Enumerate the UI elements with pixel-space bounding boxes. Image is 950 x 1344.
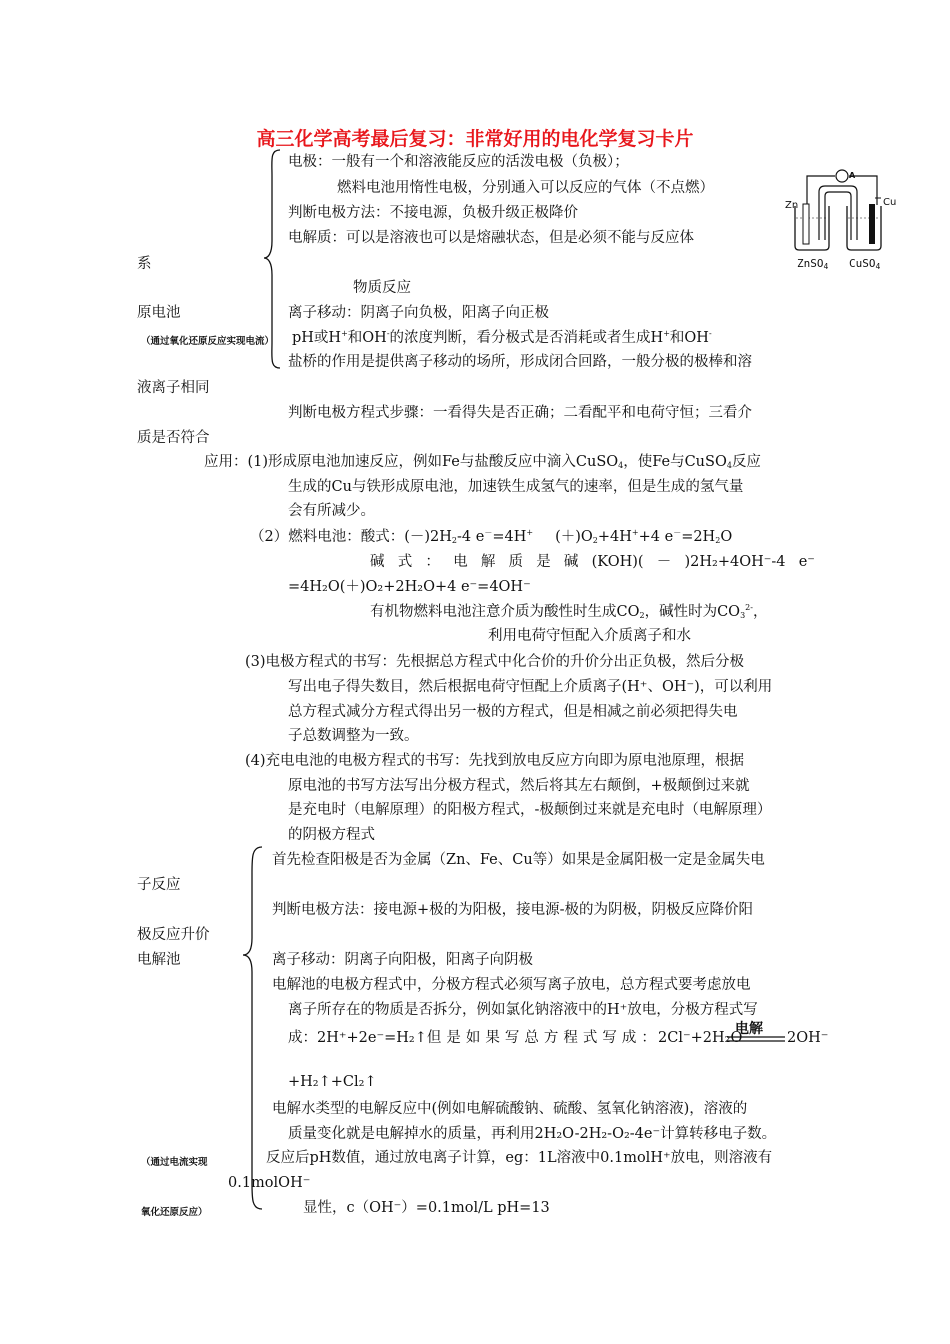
ammeter-label: A <box>849 171 856 180</box>
ion-move-line-2: 离子移动：阴离子向阳极，阳离子向阴极 <box>272 952 533 968</box>
fuel-cell-acid-line: （2）燃料电池：酸式：$(-)2H_2-4$ e－=4H+ $(+)O_2+4H^++4$ $e^-=2H_2O$ <box>250 528 733 545</box>
water-electrolysis-line2: 质量变化就是电解掉水的质量，再利用2H₂O-2H₂-O₂-4e⁻计算转移电子数。 <box>288 1126 777 1142</box>
app-3-line2: 写出电子得失数目，然后根据电荷守恒配上介质离子(H⁺、OH⁻)，可以利用 <box>288 679 773 695</box>
electrode-equation-line2: 离子所存在的物质是否拆分，例如氯化钠溶液中的H⁺放电，分极方程式写 <box>288 1002 758 1018</box>
water-electrolysis-line1: 电解水类型的电解反应中(例如电解硫酸钠、硫酸、氢氧化钠溶液)，溶液的 <box>272 1101 748 1117</box>
judge-electrode-line-2-cont: 极反应升价 <box>137 927 210 943</box>
electrode-equation-line3: 成： 2H⁺+2e⁻=H₂↑ 但是如果写总方程式写成： <box>288 1030 661 1046</box>
electrolysis-product-cont: +H₂↑+Cl₂↑ <box>288 1074 377 1090</box>
judge-electrode-line-2: 判断电极方法：接电源+极的为阳极，接电源-极的为阴极，阴极反应降价阳 <box>272 902 754 918</box>
ph-judge-line: pH或H+和OH-的浓度判断，看分极式是否消耗或者生成H+和OH- <box>292 329 712 346</box>
cuso4-label: CuSO$_4$ <box>849 257 881 271</box>
app-1-line: 应用：(1)形成原电池加速反应，例如Fe与盐酸反应中滴入CuSO$_4$，使Fe与CuSO$_4$反应 <box>204 454 761 470</box>
galvanic-cell-diagram <box>785 168 900 258</box>
equation-steps-line-cont: 质是否符合 <box>137 430 210 446</box>
app-4-line4: 的阴极方程式 <box>288 827 375 843</box>
ph-after-line: 反应后pH数值，通过放电离子计算，eg：1L溶液中0.1molH⁺放电，则溶液有 <box>266 1150 773 1166</box>
salt-bridge-line-cont: 液离子相同 <box>137 380 210 396</box>
electrode-equation-line1: 电解池的电极方程式中，分极方程式必须写离子放电，总方程式要考虑放电 <box>272 977 751 993</box>
equals-sign <box>727 1036 785 1044</box>
app-4-line3: 是充电时（电解原理）的阳极方程式，-极颠倒过来就是充电时（电解原理） <box>288 802 772 818</box>
electrode-line: 电极：一般有一个和溶液能反应的活泼电极（负极）； <box>288 154 629 170</box>
ion-move-line: 离子移动：阴离子向负极，阳离子向正极 <box>288 305 549 321</box>
fuel-cell-electrode-line: 燃料电池用惰性电极，分别通入可以反应的气体（不点燃） <box>337 180 714 196</box>
app-3-line4: 子总数调整为一致。 <box>288 728 419 744</box>
equation-steps-line: 判断电极方程式步骤：一看得失是否正确；二看配平和电荷守恒；三看介 <box>288 405 752 421</box>
app-4-line2: 原电池的书写方法写出分极方程式，然后将其左右颠倒，+极颠倒过来就 <box>288 778 750 794</box>
electrolytic-cell-note2: 氧化还原反应） <box>141 1207 208 1218</box>
electrolysis-equation: 2Cl⁻+2H₂O <box>658 1030 743 1046</box>
charge-conservation-line: 利用电荷守恒配入介质离子和水 <box>488 628 691 644</box>
electrolyte-line-cont2: 物质反应 <box>353 280 411 296</box>
app-4-line1: (4)充电电池的电极方程式的书写：先找到放电反应方向即为原电池原理，根据 <box>245 753 745 769</box>
anode-check-line: 首先检查阳极是否为金属（Zn、Fe、Cu等）如果是金属阳极一定是金属失电 <box>272 852 765 868</box>
ph-result-line: 显性，c（OH⁻）=0.1mol/L pH=13 <box>303 1200 550 1216</box>
electrolyte-line-cont: 系 <box>137 256 152 272</box>
electrolytic-cell-note1: （通过电流实现 <box>141 1157 208 1168</box>
ph-after-line-cont: 0.1molOH⁻ <box>228 1175 311 1191</box>
fuel-cell-alkali-line2: =4H₂O(＋)O₂+2H₂O+4 e⁻=4OH⁻ <box>288 579 531 595</box>
galvanic-cell-note: （通过氧化还原反应实现电流） <box>141 336 275 347</box>
app-1-line3: 会有所减少。 <box>288 503 375 519</box>
salt-bridge-line: 盐桥的作用是提供离子移动的场所，形成闭合回路，一般分极的极棒和溶 <box>288 354 752 370</box>
zn-label: Zn <box>785 200 799 211</box>
app-1-line2: 生成的Cu与铁形成原电池，加速铁生成氢气的速率，但是生成的氢气量 <box>288 479 744 495</box>
electrolysis-product: 2OH⁻ <box>787 1030 829 1046</box>
electrolytic-cell-label: 电解池 <box>137 952 181 968</box>
app-3-line1: (3)电极方程式的书写：先根据总方程式中化合价的升价分出正负极，然后分极 <box>245 654 745 670</box>
anode-check-line-cont: 子反应 <box>137 877 181 893</box>
znso4-label: ZnSO$_4$ <box>797 257 829 271</box>
page-title: 高三化学高考最后复习：非常好用的电化学复习卡片 <box>256 128 694 150</box>
cu-label: Cu <box>883 197 897 208</box>
fuel-cell-alkali-line: 碱 式 ： 电 解 质 是 碱 (KOH)( － )2H₂+4OH⁻-4 e⁻ <box>370 554 815 570</box>
judge-electrode-line: 判断电极方法：不接电源，负极升级正极降价 <box>288 205 578 221</box>
electrolyte-line: 电解质：可以是溶液也可以是熔融状态，但是必须不能与反应体 <box>288 230 694 246</box>
app-3-line3: 总方程式减分方程式得出另一极的方程式，但是相减之前必须把得失电 <box>288 704 738 720</box>
organic-fuel-cell-line: 有机物燃料电池注意介质为酸性时生成$CO_2$，碱性时为$CO_3^{2-}$， <box>370 603 768 620</box>
galvanic-cell-label: 原电池 <box>137 305 181 321</box>
electrolysis-condition: 电解 <box>735 1021 763 1037</box>
